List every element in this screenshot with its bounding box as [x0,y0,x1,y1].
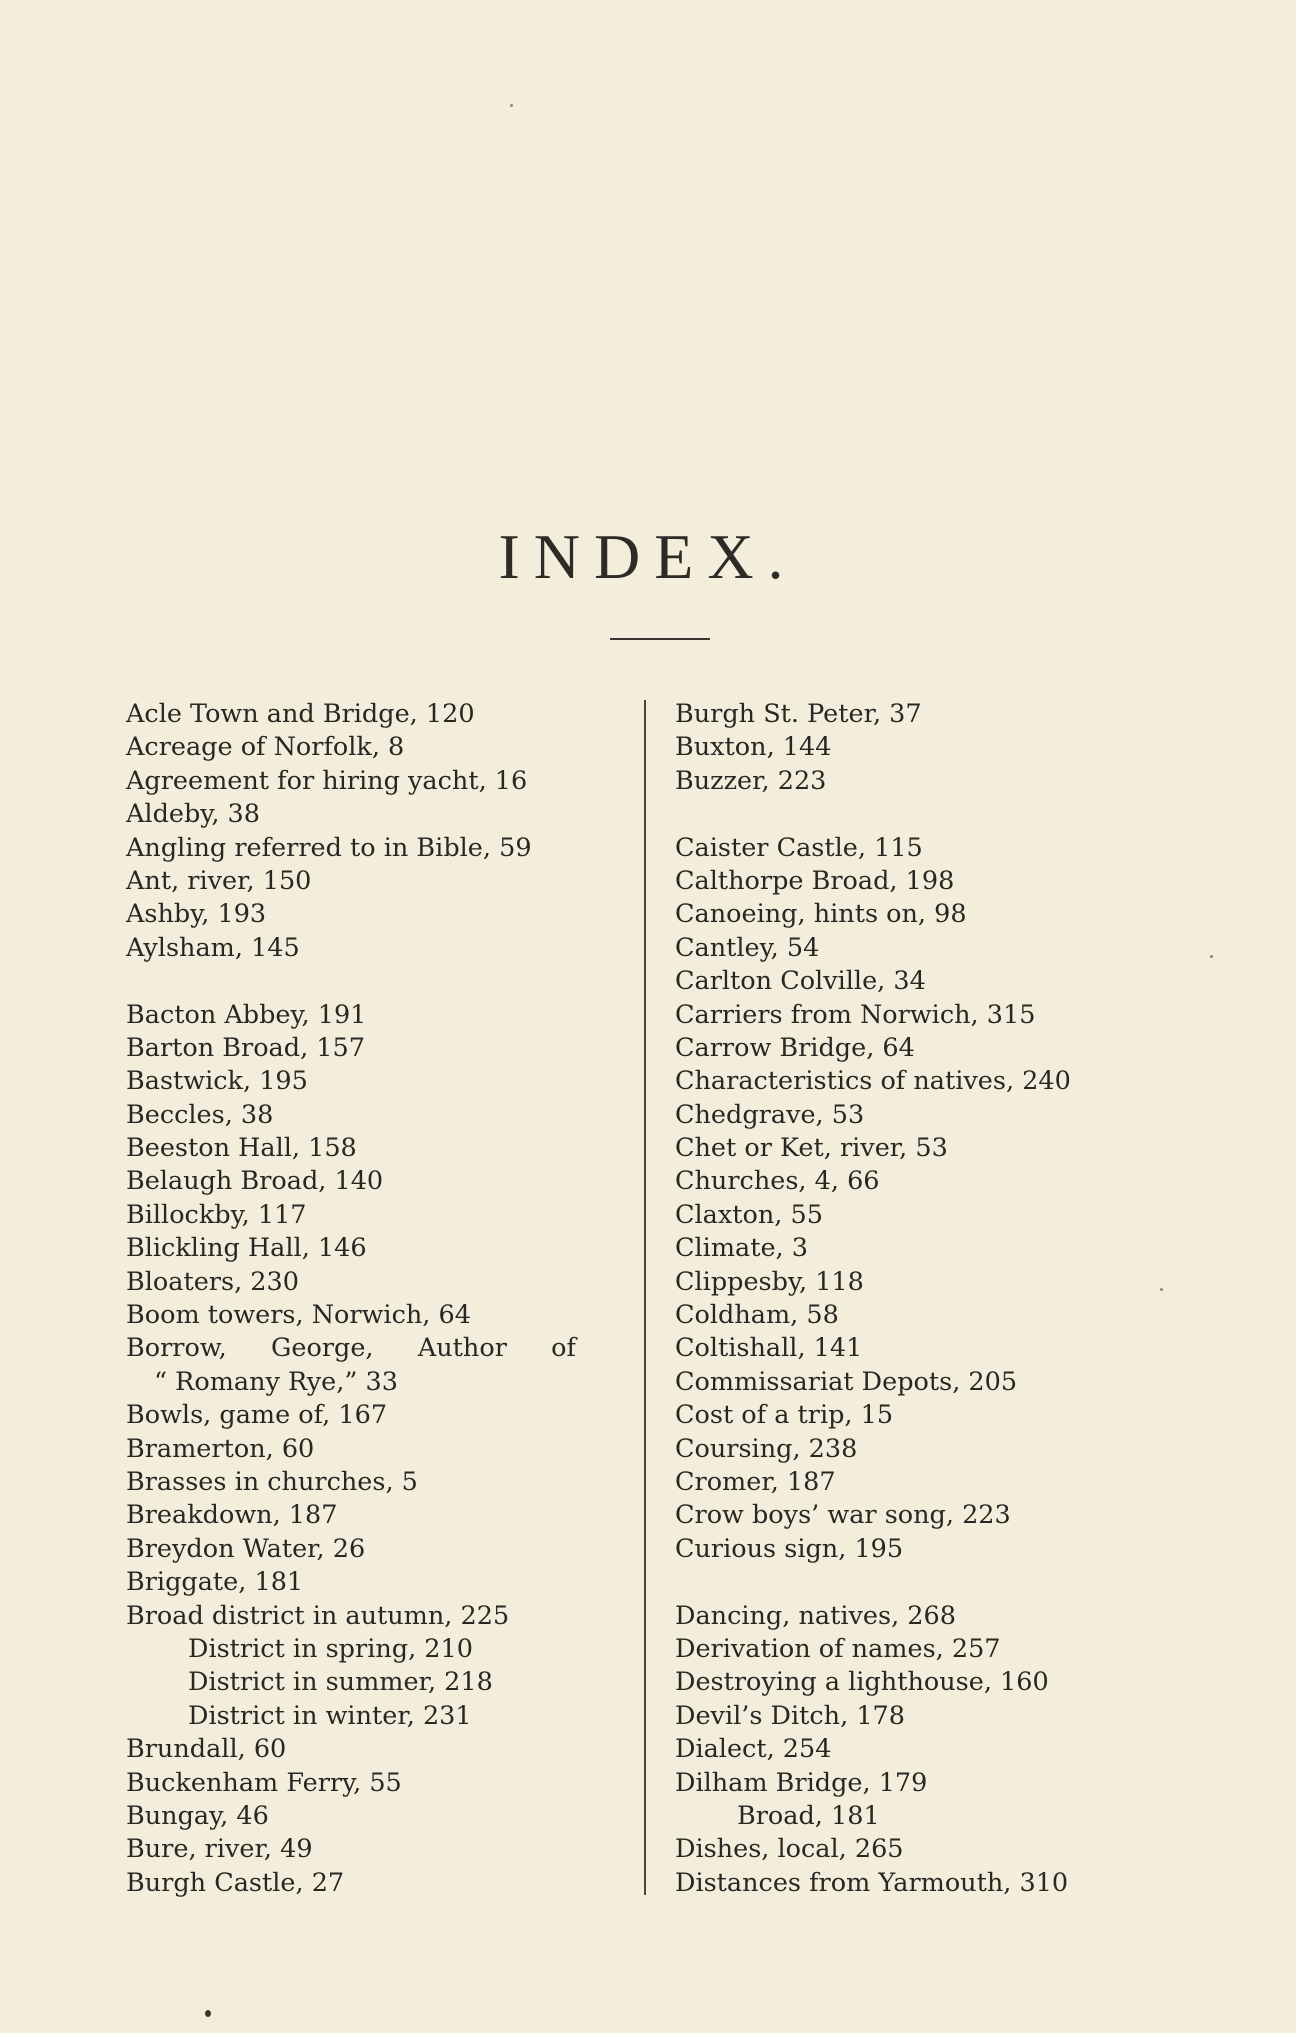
index-entry: Clippesby, 118 [675,1266,864,1297]
index-entry: Coldham, 58 [675,1300,839,1331]
index-entry: Canoeing, hints on, 98 [675,899,967,930]
index-entry: Coltishall, 141 [675,1333,863,1364]
index-entry: Bloaters, 230 [126,1266,299,1297]
index-entry: Brundall, 60 [126,1734,287,1765]
index-entry: Commissariat Depots, 205 [675,1366,1018,1397]
index-entry: Dancing, natives, 268 [675,1600,956,1631]
index-entry: Beeston Hall, 158 [126,1133,357,1164]
index-entry: Buxton, 144 [675,732,832,763]
index-entry: Churches, 4, 66 [675,1166,880,1197]
index-entry: Blickling Hall, 146 [126,1233,367,1264]
index-entry: Acle Town and Bridge, 120 [126,699,475,729]
index-column-left [126,698,631,1900]
paper-speck [510,104,513,107]
index-entry: Burgh Castle, 27 [126,1867,345,1898]
index-entry: Cantley, 54 [675,932,820,963]
index-entry-word: George, [271,1333,374,1364]
index-entry: Angling referred to in Bible, 59 [126,832,532,863]
index-entry-word: Author [417,1333,507,1364]
column-divider [644,700,646,1895]
index-entry [126,1332,576,1365]
index-entry: Breakdown, 187 [126,1500,338,1531]
index-entry: Chet or Ket, river, 53 [675,1133,948,1164]
index-entry: Distances from Yarmouth, 310 [675,1867,1069,1898]
index-entry: Caister Castle, 115 [675,832,923,863]
index-entry: Aldeby, 38 [126,799,260,830]
index-entry: Briggate, 181 [126,1567,304,1598]
index-entry: Dishes, local, 265 [675,1834,904,1865]
index-entry: Bungay, 46 [126,1800,269,1831]
index-entry: Carrow Bridge, 64 [675,1032,915,1063]
index-entry: Breydon Water, 26 [126,1533,366,1564]
index-entry: Devil’s Ditch, 178 [675,1700,905,1731]
index-entry: Brasses in churches, 5 [126,1466,418,1497]
page-title: INDEX. [498,521,798,592]
index-entry: Buzzer, 223 [675,765,827,796]
index-entry: Carriers from Norwich, 315 [675,999,1036,1030]
index-column-right [675,698,1135,1900]
index-entry: Destroying a lighthouse, 160 [675,1667,1049,1698]
index-entry: Dilham Bridge, 179 [675,1767,928,1798]
index-entry: Burgh St. Peter, 37 [675,699,922,729]
index-subentry: District in winter, 231 [188,1700,472,1731]
index-entry: Claxton, 55 [675,1199,823,1230]
index-entry: Cost of a trip, 15 [675,1400,894,1431]
index-entry: Ashby, 193 [126,899,267,930]
index-entry: Beccles, 38 [126,1099,274,1130]
index-entry: Chedgrave, 53 [675,1099,865,1130]
index-entry: Coursing, 238 [675,1433,858,1464]
index-entry: Ant, river, 150 [126,865,312,896]
title-rule [610,638,710,640]
paper-speck [205,2010,211,2017]
index-entry: Derivation of names, 257 [675,1633,1001,1664]
index-entry: Belaugh Broad, 140 [126,1166,384,1197]
index-entry: Carlton Colville, 34 [675,966,926,997]
index-entry: Bowls, game of, 167 [126,1400,388,1431]
index-entry: Aylsham, 145 [126,932,300,963]
index-entry: Bramerton, 60 [126,1433,315,1464]
index-entry: Calthorpe Broad, 198 [675,865,955,896]
paper-speck [1210,955,1213,958]
index-entry-continuation: “ Romany Rye,” 33 [154,1366,398,1397]
index-entry: Characteristics of natives, 240 [675,1066,1071,1097]
index-entry: Curious sign, 195 [675,1533,904,1564]
index-entry: Broad district in autumn, 225 [126,1600,510,1631]
index-entry: Buckenham Ferry, 55 [126,1767,402,1798]
index-subentry: Broad, 181 [737,1800,880,1831]
index-entry: Barton Broad, 157 [126,1032,365,1063]
index-subentry: District in spring, 210 [188,1633,473,1664]
paper-speck [1160,1288,1163,1291]
index-entry: Bure, river, 49 [126,1834,313,1865]
index-entry: Bastwick, 195 [126,1066,308,1097]
index-entry-word: of [551,1333,576,1364]
index-entry: Dialect, 254 [675,1734,832,1765]
index-entry: Cromer, 187 [675,1466,836,1497]
index-entry: Crow boys’ war song, 223 [675,1500,1011,1531]
index-entry: Billockby, 117 [126,1199,307,1230]
index-entry: Acreage of Norfolk, 8 [126,732,405,763]
index-entry-word: Borrow, [126,1333,227,1364]
index-entry: Boom towers, Norwich, 64 [126,1300,471,1331]
index-entry: Climate, 3 [675,1233,808,1264]
index-subentry: District in summer, 218 [188,1667,493,1698]
index-entry: Bacton Abbey, 191 [126,999,367,1030]
index-entry: Agreement for hiring yacht, 16 [126,765,528,796]
